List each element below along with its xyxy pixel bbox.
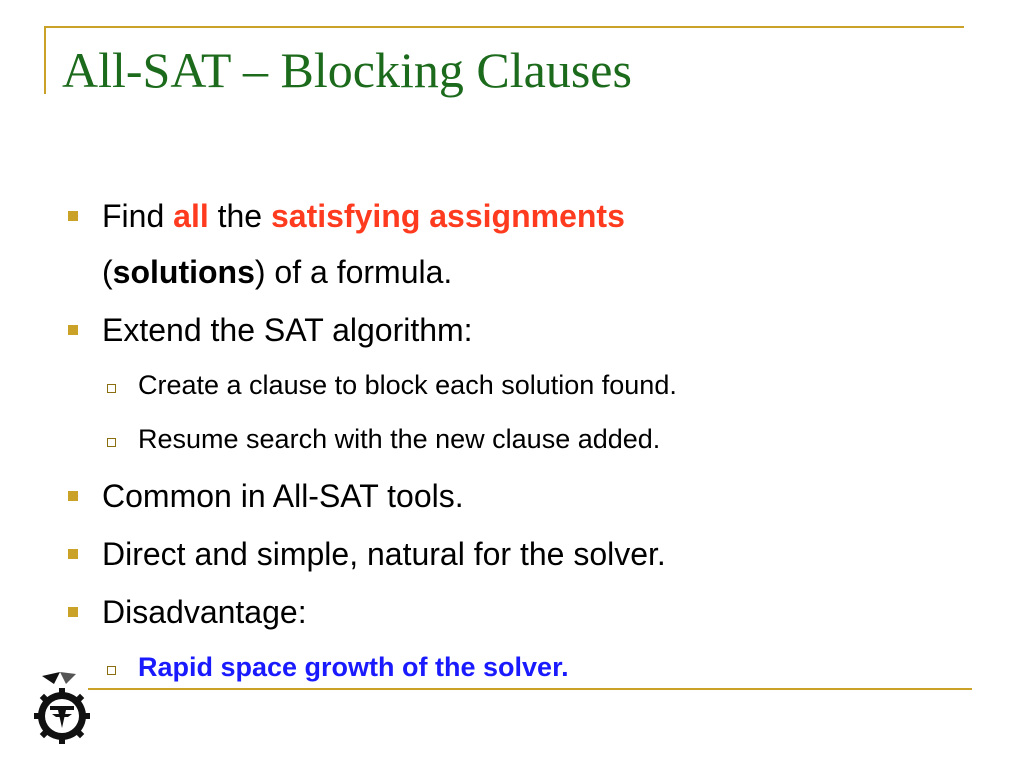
sub-bullet-text: Rapid space growth of the solver. [138, 652, 569, 682]
bullet-text: Common in All-SAT tools. [102, 478, 464, 514]
hollow-square-bullet-icon [107, 384, 116, 393]
bullet-text: Extend the SAT algorithm: [102, 312, 473, 348]
bullet-direct-simple [62, 526, 962, 582]
highlight-satisfying-assignments: satisfying assignments [270, 198, 625, 234]
technion-logo-icon [30, 670, 94, 748]
square-bullet-icon [68, 325, 78, 335]
bullet-text: ( [102, 254, 113, 290]
slide-title: All-SAT – Blocking Clauses [62, 42, 632, 98]
square-bullet-icon [68, 607, 78, 617]
bullet-text: Find [102, 198, 174, 234]
highlight-solutions: solutions [112, 254, 255, 290]
bullet-common [62, 468, 962, 524]
square-bullet-icon [68, 491, 78, 501]
sub-bullet-create-clause [62, 358, 962, 412]
frame-top-line [44, 26, 964, 28]
bullet-text: Direct and simple, natural for the solver. [102, 536, 666, 572]
square-bullet-icon [68, 549, 78, 559]
highlight-all: all [173, 198, 209, 234]
frame-bottom-line [88, 688, 972, 690]
bullet-text: ) of a formula. [254, 254, 453, 290]
bullet-extend-sat [62, 302, 962, 358]
slide-content [62, 188, 962, 694]
hollow-square-bullet-icon [107, 666, 116, 675]
sub-bullet-text: Resume search with the new clause added. [138, 424, 661, 454]
sub-bullet-resume-search [62, 412, 962, 466]
frame-left-line [44, 26, 46, 94]
bullet-find-all [62, 188, 962, 300]
bullet-disadvantage [62, 584, 962, 640]
sub-bullet-rapid-growth [62, 640, 962, 694]
square-bullet-icon [68, 211, 78, 221]
bullet-text: Disadvantage: [102, 594, 307, 630]
bullet-text: the [208, 198, 271, 234]
hollow-square-bullet-icon [107, 438, 116, 447]
sub-bullet-text: Create a clause to block each solution found. [138, 370, 677, 400]
